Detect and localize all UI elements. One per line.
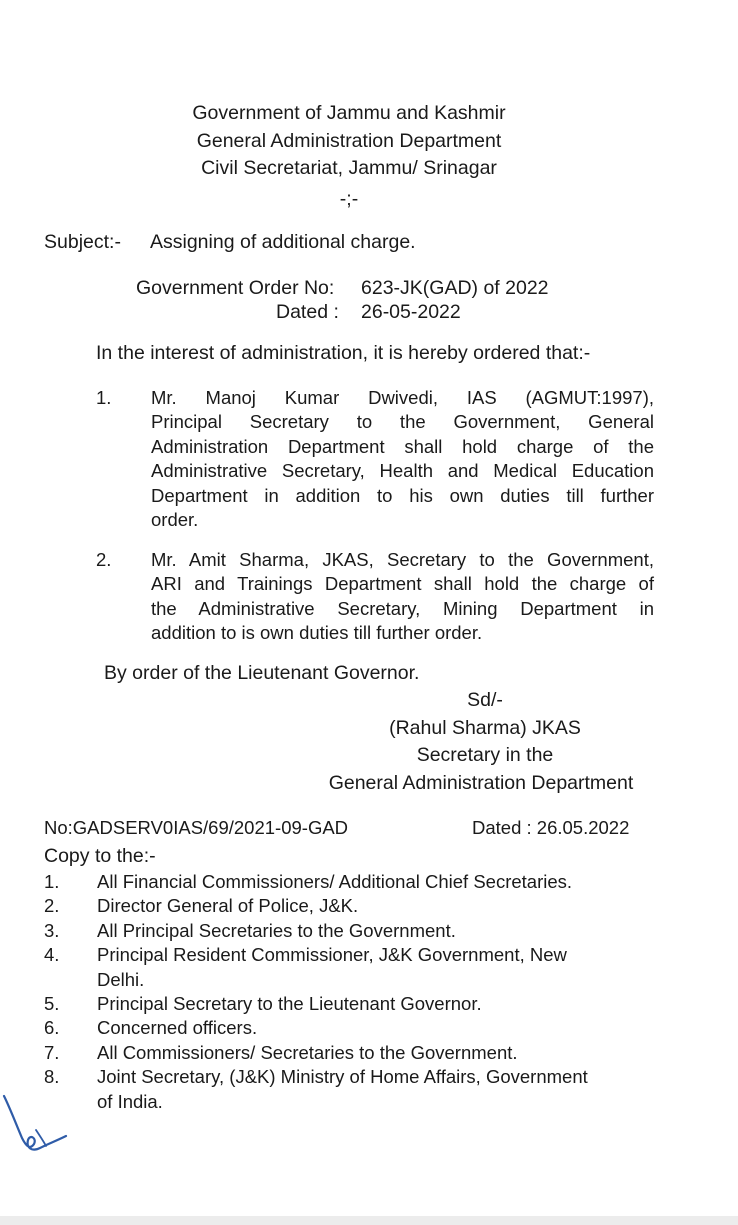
copy-to-item (44, 943, 664, 992)
page-bottom-edge (0, 1216, 738, 1225)
order-item-number: 1. (96, 387, 112, 408)
copy-to-item-text: Principal Secretary to the Lieutenant Governor. (97, 993, 482, 1015)
signature-department: General Administration Department (328, 772, 634, 794)
order-item-line: the Administrative Secretary, Mining Department in (151, 597, 654, 619)
copy-to-item (44, 1016, 664, 1040)
copy-to-item-number: 3. (44, 919, 60, 941)
header-department: General Administration Department (196, 130, 502, 152)
order-item-line: Administration Department shall hold charge of the (151, 435, 654, 457)
copy-to-item-number: 1. (44, 871, 60, 892)
copy-to-item-text: All Financial Commissioners/ Additional Chief Secretaries. (97, 871, 573, 892)
handwritten-initials-mark (0, 1086, 72, 1166)
subject-label: Subject:- (44, 231, 121, 253)
subject-text: Assigning of additional charge. (150, 231, 416, 253)
signature-name: (Rahul Sharma) JKAS (389, 717, 581, 739)
reference-dated: Dated : 26.05.2022 (472, 817, 630, 838)
copy-to-item (44, 894, 664, 918)
copy-to-item-number: 4. (44, 944, 60, 966)
order-item-body (151, 386, 654, 532)
signature-sd: Sd/- (467, 689, 503, 711)
copy-to-item-text: Joint Secretary, (J&K) Ministry of Home Affairs, Government (97, 1066, 588, 1088)
reference-number: No:GADSERV0IAS/69/2021-09-GAD (44, 817, 349, 838)
copy-to-item-number: 8. (44, 1066, 60, 1088)
copy-to-item-text: Concerned officers. (97, 1017, 258, 1039)
by-order-line: By order of the Lieutenant Governor. (104, 662, 420, 684)
order-item-line: Department in addition to his own duties till further (151, 484, 654, 506)
copy-to-item-number: 6. (44, 1017, 60, 1039)
copy-to-item (44, 919, 664, 943)
copy-to-heading: Copy to the:- (44, 845, 156, 867)
copy-to-item (44, 1065, 664, 1114)
order-item-body (151, 548, 654, 646)
header-separator: -;- (339, 188, 359, 210)
copy-to-item-text-continued: Delhi. (97, 968, 145, 990)
copy-to-item-text: Principal Resident Commissioner, J&K Government, New (97, 944, 567, 966)
header-government: Government of Jammu and Kashmir (192, 102, 506, 124)
order-item-number: 2. (96, 549, 112, 570)
copy-to-list (44, 870, 664, 1114)
copy-to-item (44, 1041, 664, 1065)
order-item-line: ARI and Trainings Department shall hold the charge of (151, 573, 654, 595)
copy-to-item-number: 5. (44, 993, 60, 1015)
signature-title: Secretary in the (416, 744, 554, 766)
order-item-line: Mr. Manoj Kumar Dwivedi, IAS (AGMUT:1997), (151, 387, 654, 408)
copy-to-item-number: 2. (44, 895, 60, 917)
order-item-line: Administrative Secretary, Health and Medical Education (151, 460, 654, 482)
order-dated-label: Dated : (276, 301, 339, 323)
order-item-line: Mr. Amit Sharma, JKAS, Secretary to the Government, (151, 549, 654, 570)
order-number-label: Government Order No: (136, 277, 335, 299)
header-secretariat: Civil Secretariat, Jammu/ Srinagar (201, 157, 497, 179)
order-item-line: Principal Secretary to the Government, General (151, 411, 654, 433)
copy-to-item-text: All Commissioners/ Secretaries to the Government. (97, 1041, 518, 1063)
copy-to-item-text: All Principal Secretaries to the Government. (97, 919, 456, 941)
order-intro: In the interest of administration, it is hereby ordered that:- (96, 342, 591, 364)
order-dated-value: 26-05-2022 (361, 301, 461, 323)
order-item-line: order. (151, 508, 199, 530)
copy-to-item (44, 870, 664, 894)
copy-to-item-text-continued: of India. (97, 1090, 163, 1112)
order-number-value: 623-JK(GAD) of 2022 (361, 277, 549, 299)
copy-to-item-number: 7. (44, 1041, 60, 1063)
order-item-line: addition to is own duties till further order. (151, 622, 483, 644)
copy-to-item-text: Director General of Police, J&K. (97, 895, 359, 917)
copy-to-item (44, 992, 664, 1016)
